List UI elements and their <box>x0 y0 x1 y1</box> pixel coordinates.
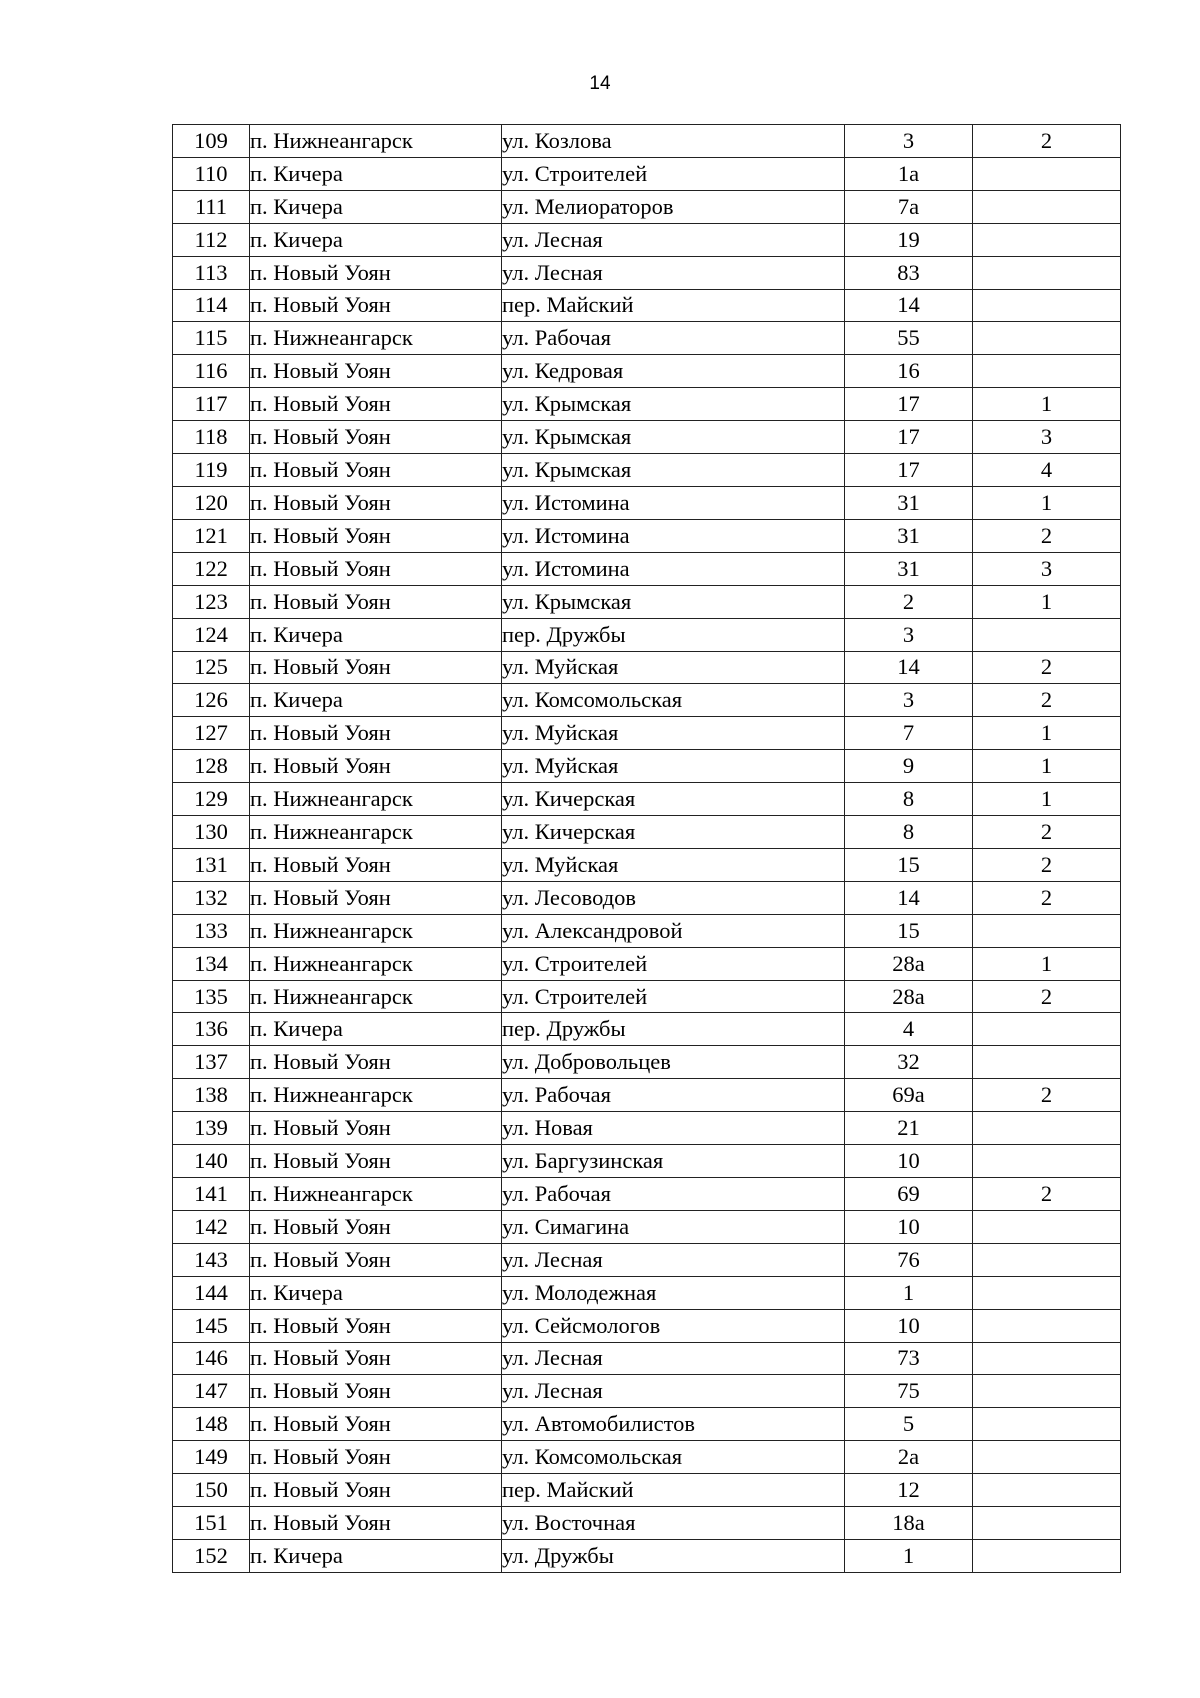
row-number-cell: 129 <box>173 783 250 816</box>
table-row <box>173 388 1121 421</box>
street-cell: ул. Крымская <box>502 454 845 487</box>
row-number-cell: 141 <box>173 1178 250 1211</box>
house-number-cell: 17 <box>845 454 973 487</box>
table-row <box>173 618 1121 651</box>
row-number-cell: 123 <box>173 585 250 618</box>
table-row <box>173 783 1121 816</box>
table-row <box>173 486 1121 519</box>
table-row <box>173 1507 1121 1540</box>
apartment-cell <box>973 1243 1121 1276</box>
settlement-cell: п. Новый Уоян <box>250 717 502 750</box>
table-row <box>173 1145 1121 1178</box>
row-number-cell: 147 <box>173 1375 250 1408</box>
apartment-cell <box>973 223 1121 256</box>
house-number-cell: 3 <box>845 125 973 158</box>
street-cell: ул. Строителей <box>502 980 845 1013</box>
apartment-cell: 2 <box>973 684 1121 717</box>
row-number-cell: 115 <box>173 322 250 355</box>
row-number-cell: 145 <box>173 1309 250 1342</box>
apartment-cell <box>973 1210 1121 1243</box>
street-cell: ул. Крымская <box>502 421 845 454</box>
house-number-cell: 19 <box>845 223 973 256</box>
settlement-cell: п. Нижнеангарск <box>250 322 502 355</box>
row-number-cell: 124 <box>173 618 250 651</box>
table-row <box>173 125 1121 158</box>
settlement-cell: п. Кичера <box>250 1013 502 1046</box>
row-number-cell: 131 <box>173 848 250 881</box>
house-number-cell: 10 <box>845 1309 973 1342</box>
apartment-cell: 2 <box>973 1178 1121 1211</box>
apartment-cell <box>973 1276 1121 1309</box>
apartment-cell <box>973 1441 1121 1474</box>
street-cell: ул. Козлова <box>502 125 845 158</box>
street-cell: ул. Молодежная <box>502 1276 845 1309</box>
house-number-cell: 18а <box>845 1507 973 1540</box>
row-number-cell: 112 <box>173 223 250 256</box>
settlement-cell: п. Новый Уоян <box>250 1046 502 1079</box>
settlement-cell: п. Новый Уоян <box>250 848 502 881</box>
address-table <box>172 124 1121 1573</box>
settlement-cell: п. Новый Уоян <box>250 1441 502 1474</box>
table-row <box>173 289 1121 322</box>
settlement-cell: п. Кичера <box>250 684 502 717</box>
house-number-cell: 55 <box>845 322 973 355</box>
settlement-cell: п. Новый Уоян <box>250 289 502 322</box>
table-row <box>173 816 1121 849</box>
settlement-cell: п. Новый Уоян <box>250 1243 502 1276</box>
settlement-cell: п. Нижнеангарск <box>250 1079 502 1112</box>
table-row <box>173 947 1121 980</box>
house-number-cell: 2а <box>845 1441 973 1474</box>
table-row <box>173 1408 1121 1441</box>
apartment-cell <box>973 1539 1121 1572</box>
settlement-cell: п. Кичера <box>250 1539 502 1572</box>
house-number-cell: 7а <box>845 190 973 223</box>
table-row <box>173 1309 1121 1342</box>
house-number-cell: 69 <box>845 1178 973 1211</box>
page-number: 14 <box>589 73 611 94</box>
settlement-cell: п. Нижнеангарск <box>250 947 502 980</box>
house-number-cell: 8 <box>845 816 973 849</box>
settlement-cell: п. Новый Уоян <box>250 1375 502 1408</box>
apartment-cell: 4 <box>973 454 1121 487</box>
row-number-cell: 114 <box>173 289 250 322</box>
row-number-cell: 133 <box>173 914 250 947</box>
apartment-cell <box>973 256 1121 289</box>
table-row <box>173 1342 1121 1375</box>
apartment-cell <box>973 190 1121 223</box>
table-row <box>173 684 1121 717</box>
apartment-cell <box>973 355 1121 388</box>
apartment-cell: 1 <box>973 585 1121 618</box>
apartment-cell: 2 <box>973 816 1121 849</box>
house-number-cell: 28а <box>845 980 973 1013</box>
table-row <box>173 322 1121 355</box>
table-row <box>173 1112 1121 1145</box>
street-cell: ул. Истомина <box>502 519 845 552</box>
house-number-cell: 1 <box>845 1276 973 1309</box>
house-number-cell: 3 <box>845 618 973 651</box>
settlement-cell: п. Нижнеангарск <box>250 783 502 816</box>
street-cell: ул. Новая <box>502 1112 845 1145</box>
settlement-cell: п. Новый Уоян <box>250 881 502 914</box>
settlement-cell: п. Новый Уоян <box>250 519 502 552</box>
table-row <box>173 355 1121 388</box>
apartment-cell: 1 <box>973 947 1121 980</box>
row-number-cell: 111 <box>173 190 250 223</box>
apartment-cell <box>973 618 1121 651</box>
row-number-cell: 152 <box>173 1539 250 1572</box>
row-number-cell: 143 <box>173 1243 250 1276</box>
settlement-cell: п. Новый Уоян <box>250 355 502 388</box>
apartment-cell: 1 <box>973 486 1121 519</box>
apartment-cell: 1 <box>973 388 1121 421</box>
settlement-cell: п. Новый Уоян <box>250 454 502 487</box>
row-number-cell: 140 <box>173 1145 250 1178</box>
street-cell: ул. Мелиораторов <box>502 190 845 223</box>
street-cell: ул. Восточная <box>502 1507 845 1540</box>
apartment-cell <box>973 1375 1121 1408</box>
table-row <box>173 980 1121 1013</box>
row-number-cell: 121 <box>173 519 250 552</box>
row-number-cell: 116 <box>173 355 250 388</box>
row-number-cell: 138 <box>173 1079 250 1112</box>
table-row <box>173 454 1121 487</box>
table-row <box>173 1243 1121 1276</box>
street-cell: ул. Строителей <box>502 947 845 980</box>
table-row <box>173 750 1121 783</box>
row-number-cell: 109 <box>173 125 250 158</box>
settlement-cell: п. Новый Уоян <box>250 421 502 454</box>
street-cell: ул. Рабочая <box>502 1178 845 1211</box>
settlement-cell: п. Нижнеангарск <box>250 125 502 158</box>
apartment-cell <box>973 1046 1121 1079</box>
house-number-cell: 2 <box>845 585 973 618</box>
street-cell: ул. Лесная <box>502 223 845 256</box>
table-row <box>173 1178 1121 1211</box>
apartment-cell <box>973 1408 1121 1441</box>
street-cell: ул. Лесная <box>502 1342 845 1375</box>
house-number-cell: 75 <box>845 1375 973 1408</box>
row-number-cell: 122 <box>173 552 250 585</box>
apartment-cell <box>973 1474 1121 1507</box>
street-cell: ул. Александровой <box>502 914 845 947</box>
row-number-cell: 151 <box>173 1507 250 1540</box>
settlement-cell: п. Кичера <box>250 157 502 190</box>
house-number-cell: 76 <box>845 1243 973 1276</box>
row-number-cell: 127 <box>173 717 250 750</box>
street-cell: ул. Истомина <box>502 486 845 519</box>
settlement-cell: п. Новый Уоян <box>250 750 502 783</box>
row-number-cell: 144 <box>173 1276 250 1309</box>
row-number-cell: 150 <box>173 1474 250 1507</box>
settlement-cell: п. Новый Уоян <box>250 552 502 585</box>
apartment-cell: 2 <box>973 125 1121 158</box>
table-row <box>173 1210 1121 1243</box>
table-row <box>173 256 1121 289</box>
apartment-cell: 2 <box>973 881 1121 914</box>
street-cell: ул. Крымская <box>502 388 845 421</box>
apartment-cell <box>973 322 1121 355</box>
table-row <box>173 223 1121 256</box>
settlement-cell: п. Кичера <box>250 1276 502 1309</box>
house-number-cell: 10 <box>845 1145 973 1178</box>
settlement-cell: п. Кичера <box>250 223 502 256</box>
apartment-cell <box>973 1013 1121 1046</box>
house-number-cell: 14 <box>845 881 973 914</box>
street-cell: ул. Комсомольская <box>502 684 845 717</box>
row-number-cell: 118 <box>173 421 250 454</box>
street-cell: ул. Автомобилистов <box>502 1408 845 1441</box>
street-cell: ул. Лесная <box>502 256 845 289</box>
table-row <box>173 1474 1121 1507</box>
row-number-cell: 136 <box>173 1013 250 1046</box>
settlement-cell: п. Нижнеангарск <box>250 914 502 947</box>
street-cell: ул. Комсомольская <box>502 1441 845 1474</box>
house-number-cell: 17 <box>845 388 973 421</box>
row-number-cell: 132 <box>173 881 250 914</box>
settlement-cell: п. Новый Уоян <box>250 388 502 421</box>
settlement-cell: п. Новый Уоян <box>250 585 502 618</box>
street-cell: ул. Сейсмологов <box>502 1309 845 1342</box>
settlement-cell: п. Новый Уоян <box>250 651 502 684</box>
row-number-cell: 142 <box>173 1210 250 1243</box>
row-number-cell: 130 <box>173 816 250 849</box>
house-number-cell: 14 <box>845 289 973 322</box>
street-cell: пер. Майский <box>502 1474 845 1507</box>
street-cell: ул. Добровольцев <box>502 1046 845 1079</box>
house-number-cell: 31 <box>845 552 973 585</box>
table-row <box>173 1539 1121 1572</box>
row-number-cell: 113 <box>173 256 250 289</box>
house-number-cell: 16 <box>845 355 973 388</box>
table-row <box>173 552 1121 585</box>
street-cell: ул. Лесная <box>502 1243 845 1276</box>
settlement-cell: п. Кичера <box>250 190 502 223</box>
settlement-cell: п. Новый Уоян <box>250 1210 502 1243</box>
house-number-cell: 17 <box>845 421 973 454</box>
table-row <box>173 585 1121 618</box>
street-cell: ул. Баргузинская <box>502 1145 845 1178</box>
apartment-cell <box>973 289 1121 322</box>
street-cell: пер. Майский <box>502 289 845 322</box>
settlement-cell: п. Новый Уоян <box>250 1342 502 1375</box>
table-row <box>173 519 1121 552</box>
apartment-cell: 2 <box>973 1079 1121 1112</box>
street-cell: ул. Лесная <box>502 1375 845 1408</box>
row-number-cell: 134 <box>173 947 250 980</box>
settlement-cell: п. Нижнеангарск <box>250 1178 502 1211</box>
table-row <box>173 914 1121 947</box>
table-row <box>173 1276 1121 1309</box>
table-row <box>173 421 1121 454</box>
table-body <box>173 125 1121 1573</box>
settlement-cell: п. Нижнеангарск <box>250 816 502 849</box>
house-number-cell: 10 <box>845 1210 973 1243</box>
settlement-cell: п. Новый Уоян <box>250 1474 502 1507</box>
house-number-cell: 9 <box>845 750 973 783</box>
street-cell: ул. Дружбы <box>502 1539 845 1572</box>
settlement-cell: п. Новый Уоян <box>250 1112 502 1145</box>
settlement-cell: п. Кичера <box>250 618 502 651</box>
settlement-cell: п. Новый Уоян <box>250 1408 502 1441</box>
row-number-cell: 126 <box>173 684 250 717</box>
house-number-cell: 3 <box>845 684 973 717</box>
street-cell: ул. Муйская <box>502 651 845 684</box>
row-number-cell: 146 <box>173 1342 250 1375</box>
table-row <box>173 651 1121 684</box>
apartment-cell <box>973 1309 1121 1342</box>
house-number-cell: 5 <box>845 1408 973 1441</box>
table-row <box>173 1441 1121 1474</box>
apartment-cell: 2 <box>973 848 1121 881</box>
house-number-cell: 1а <box>845 157 973 190</box>
row-number-cell: 139 <box>173 1112 250 1145</box>
house-number-cell: 31 <box>845 519 973 552</box>
street-cell: ул. Кичерская <box>502 816 845 849</box>
house-number-cell: 14 <box>845 651 973 684</box>
row-number-cell: 117 <box>173 388 250 421</box>
row-number-cell: 110 <box>173 157 250 190</box>
settlement-cell: п. Нижнеангарск <box>250 980 502 1013</box>
table-row <box>173 157 1121 190</box>
settlement-cell: п. Новый Уоян <box>250 256 502 289</box>
table-row <box>173 848 1121 881</box>
apartment-cell: 3 <box>973 421 1121 454</box>
street-cell: ул. Рабочая <box>502 322 845 355</box>
house-number-cell: 32 <box>845 1046 973 1079</box>
settlement-cell: п. Новый Уоян <box>250 1309 502 1342</box>
street-cell: ул. Лесоводов <box>502 881 845 914</box>
house-number-cell: 28а <box>845 947 973 980</box>
street-cell: ул. Симагина <box>502 1210 845 1243</box>
apartment-cell: 3 <box>973 552 1121 585</box>
table-row <box>173 717 1121 750</box>
street-cell: ул. Муйская <box>502 750 845 783</box>
house-number-cell: 8 <box>845 783 973 816</box>
row-number-cell: 120 <box>173 486 250 519</box>
apartment-cell: 1 <box>973 750 1121 783</box>
house-number-cell: 69а <box>845 1079 973 1112</box>
house-number-cell: 12 <box>845 1474 973 1507</box>
house-number-cell: 4 <box>845 1013 973 1046</box>
row-number-cell: 128 <box>173 750 250 783</box>
apartment-cell: 2 <box>973 651 1121 684</box>
street-cell: ул. Рабочая <box>502 1079 845 1112</box>
apartment-cell: 1 <box>973 717 1121 750</box>
table-row <box>173 1013 1121 1046</box>
apartment-cell: 2 <box>973 980 1121 1013</box>
street-cell: пер. Дружбы <box>502 618 845 651</box>
street-cell: ул. Истомина <box>502 552 845 585</box>
row-number-cell: 149 <box>173 1441 250 1474</box>
house-number-cell: 15 <box>845 914 973 947</box>
row-number-cell: 125 <box>173 651 250 684</box>
apartment-cell: 1 <box>973 783 1121 816</box>
house-number-cell: 83 <box>845 256 973 289</box>
apartment-cell <box>973 1112 1121 1145</box>
apartment-cell <box>973 914 1121 947</box>
apartment-cell <box>973 157 1121 190</box>
house-number-cell: 21 <box>845 1112 973 1145</box>
street-cell: ул. Крымская <box>502 585 845 618</box>
table-row <box>173 1375 1121 1408</box>
house-number-cell: 7 <box>845 717 973 750</box>
street-cell: ул. Строителей <box>502 157 845 190</box>
table-row <box>173 881 1121 914</box>
house-number-cell: 15 <box>845 848 973 881</box>
table-row <box>173 1079 1121 1112</box>
house-number-cell: 1 <box>845 1539 973 1572</box>
apartment-cell: 2 <box>973 519 1121 552</box>
street-cell: ул. Муйская <box>502 717 845 750</box>
row-number-cell: 148 <box>173 1408 250 1441</box>
apartment-cell <box>973 1342 1121 1375</box>
house-number-cell: 73 <box>845 1342 973 1375</box>
street-cell: ул. Муйская <box>502 848 845 881</box>
settlement-cell: п. Новый Уоян <box>250 1145 502 1178</box>
table-row <box>173 1046 1121 1079</box>
apartment-cell <box>973 1507 1121 1540</box>
street-cell: пер. Дружбы <box>502 1013 845 1046</box>
table-row <box>173 190 1121 223</box>
row-number-cell: 135 <box>173 980 250 1013</box>
settlement-cell: п. Новый Уоян <box>250 486 502 519</box>
street-cell: ул. Кичерская <box>502 783 845 816</box>
row-number-cell: 137 <box>173 1046 250 1079</box>
apartment-cell <box>973 1145 1121 1178</box>
house-number-cell: 31 <box>845 486 973 519</box>
settlement-cell: п. Новый Уоян <box>250 1507 502 1540</box>
row-number-cell: 119 <box>173 454 250 487</box>
street-cell: ул. Кедровая <box>502 355 845 388</box>
